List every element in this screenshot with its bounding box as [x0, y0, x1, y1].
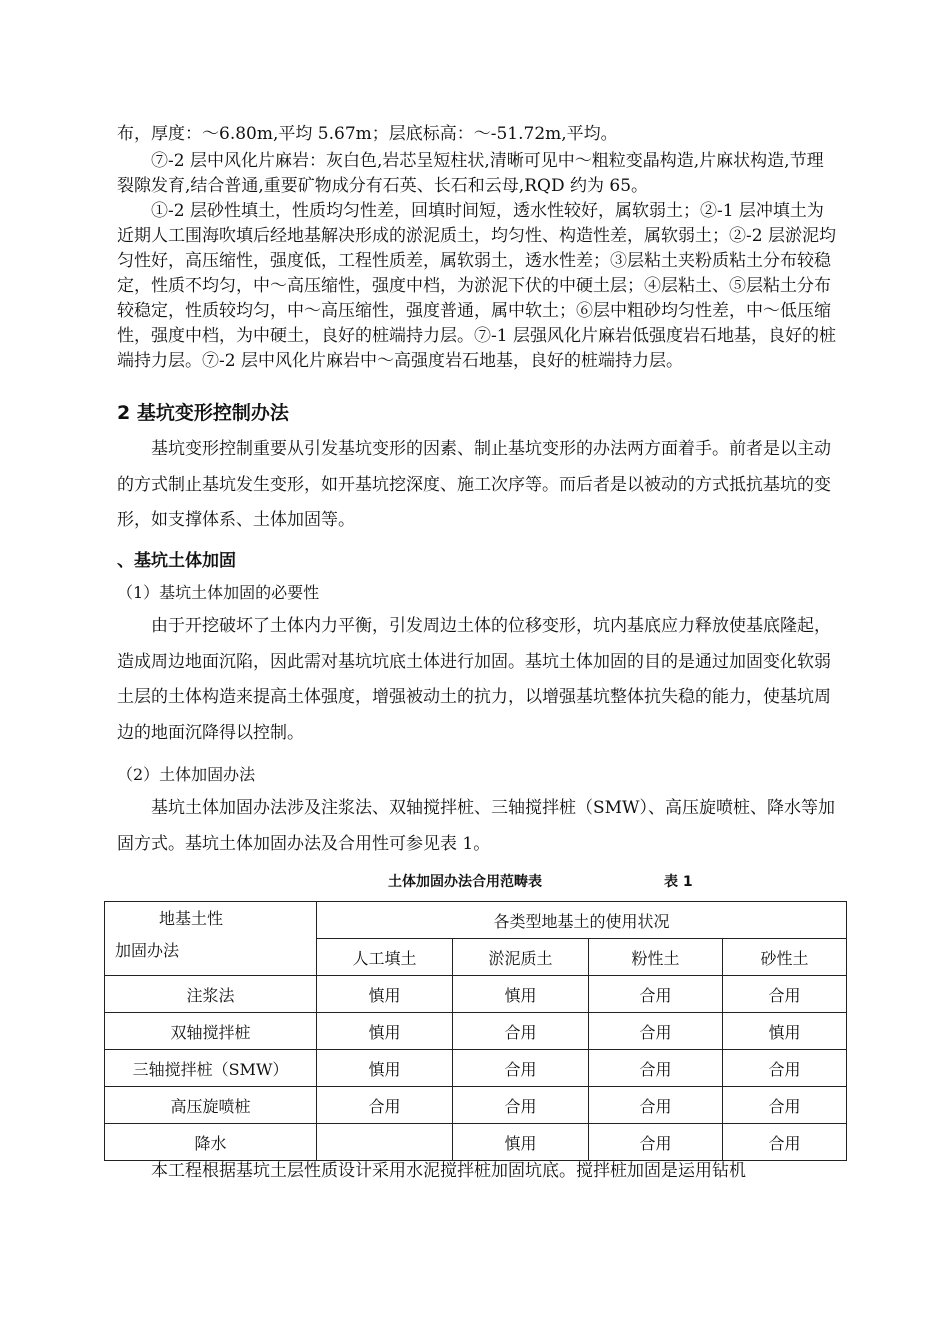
- paragraph-mixing-pile: 本工程根据基坑土层性质设计采用水泥搅拌桩加固坑底。搅拌桩加固是运用钻机: [151, 1161, 746, 1181]
- table-cell: 合用: [589, 1087, 723, 1124]
- table-number: 表 1: [664, 874, 693, 890]
- corner-method-label: 加固办法: [115, 941, 180, 960]
- method-cell: 双轴搅拌桩: [105, 1013, 317, 1050]
- table-header-row: [105, 902, 847, 939]
- paragraph-thickness: 布，厚度：～6.80m,平均 5.67m；层底标高：～-51.72m,平均。: [117, 124, 618, 144]
- method-cell: 三轴搅拌桩（SMW）: [105, 1050, 317, 1087]
- group-header: 各类型地基土的使用状况: [317, 902, 847, 939]
- paragraph-gneiss-layer: ⑦-2 层中风化片麻岩：灰白色,岩芯呈短柱状,清晰可见中～粗粒变晶构造,片麻状构造,节理裂隙发育,结合普通,重要矿物成分有石英、长石和云母,RQD 约为 65。: [117, 151, 824, 196]
- table-cell: 慎用: [317, 1013, 453, 1050]
- table-corner-cell: [105, 902, 317, 976]
- table-row: [105, 1087, 847, 1124]
- column-header: 人工填土: [317, 939, 453, 976]
- table-cell: 合用: [589, 1050, 723, 1087]
- paragraph-methods: 基坑土体加固办法涉及注浆法、双轴搅拌桩、三轴搅拌桩（SMW）、高压旋喷桩、降水等加固方式。基坑土体加固办法及合用性可参见表 1。: [117, 798, 836, 854]
- table-cell: 慎用: [317, 1050, 453, 1087]
- table-cell: 合用: [723, 976, 847, 1013]
- subsection-heading: 、基坑土体加固: [117, 551, 236, 571]
- table-cell: 合用: [589, 1124, 723, 1161]
- table-cell: 合用: [453, 1087, 589, 1124]
- table-caption: 土体加固办法合用范畴表: [388, 874, 542, 890]
- table-cell: 合用: [317, 1087, 453, 1124]
- paragraph-soil-summary: ①-2 层砂性填土，性质均匀性差，回填时间短，透水性较好，属软弱土；②-1 层冲填土为近期人工围海吹填后经地基解决形成的淤泥质土，均匀性、构造性差，属软弱土；②-2 层淤泥均匀性好，高压缩性，强度低，工程性质差，属软弱土，透水性差；③层粘土夹粉质粘土分布较稳定，性质不均匀，中～高压缩性，强度中档，为淤泥下伏的中硬土层；④层粘土、⑤层粘土分布较稳定，性质较均匀，中～高压缩性，强度普通，属中软土；⑥层中粗砂均匀性差，中～低压缩性，强度中档，为中硬土，良好的桩端持力层。⑦-1 层强风化片麻岩低强度岩石地基，良好的桩端持力层。⑦-2 层中风化片麻岩中～高强度岩石地基，良好的桩端持力层。: [117, 201, 836, 371]
- table-cell: 合用: [453, 1013, 589, 1050]
- paragraph-necessity: 由于开挖破坏了土体内力平衡，引发周边土体的位移变形，坑内基底应力释放使基底隆起，造成周边地面沉陷，因此需对基坑坑底土体进行加固。基坑土体加固的目的是通过加固变化软弱土层的土体构造来提高土体强度，增强被动土的抗力，以增强基坑整体抗失稳的能力，使基坑周边的地面沉降得以控制。: [117, 616, 831, 743]
- section-heading: 2 基坑变形控制办法: [117, 402, 289, 424]
- method-cell: 注浆法: [105, 976, 317, 1013]
- table-cell: 合用: [723, 1087, 847, 1124]
- reinforcement-table: [104, 901, 847, 1161]
- table-cell: 合用: [589, 1013, 723, 1050]
- table-cell: 合用: [723, 1124, 847, 1161]
- column-header: 淤泥质土: [453, 939, 589, 976]
- table-cell: 慎用: [453, 1124, 589, 1161]
- method-cell: 高压旋喷桩: [105, 1087, 317, 1124]
- paragraph-deformation-control: 基坑变形控制重要从引发基坑变形的因素、制止基坑变形的办法两方面着手。前者是以主动的方式制止基坑发生变形，如开基坑挖深度、施工次序等。而后者是以被动的方式抵抗基坑的变形，如支撑体系、土体加固等。: [117, 439, 831, 530]
- table-cell: 合用: [589, 976, 723, 1013]
- subheading-methods: （2）土体加固办法: [117, 765, 256, 784]
- column-header: 粉性土: [589, 939, 723, 976]
- table-cell: 合用: [723, 1050, 847, 1087]
- table-row: [105, 1050, 847, 1087]
- table-row: [105, 1013, 847, 1050]
- corner-soil-label: 地基土性: [159, 909, 224, 928]
- table-cell: 合用: [453, 1050, 589, 1087]
- table-cell: 慎用: [723, 1013, 847, 1050]
- table-row: [105, 976, 847, 1013]
- method-cell: 降水: [105, 1124, 317, 1161]
- subheading-necessity: （1）基坑土体加固的必要性: [117, 583, 320, 602]
- table-cell: 慎用: [453, 976, 589, 1013]
- table-cell: 慎用: [317, 976, 453, 1013]
- column-header: 砂性土: [723, 939, 847, 976]
